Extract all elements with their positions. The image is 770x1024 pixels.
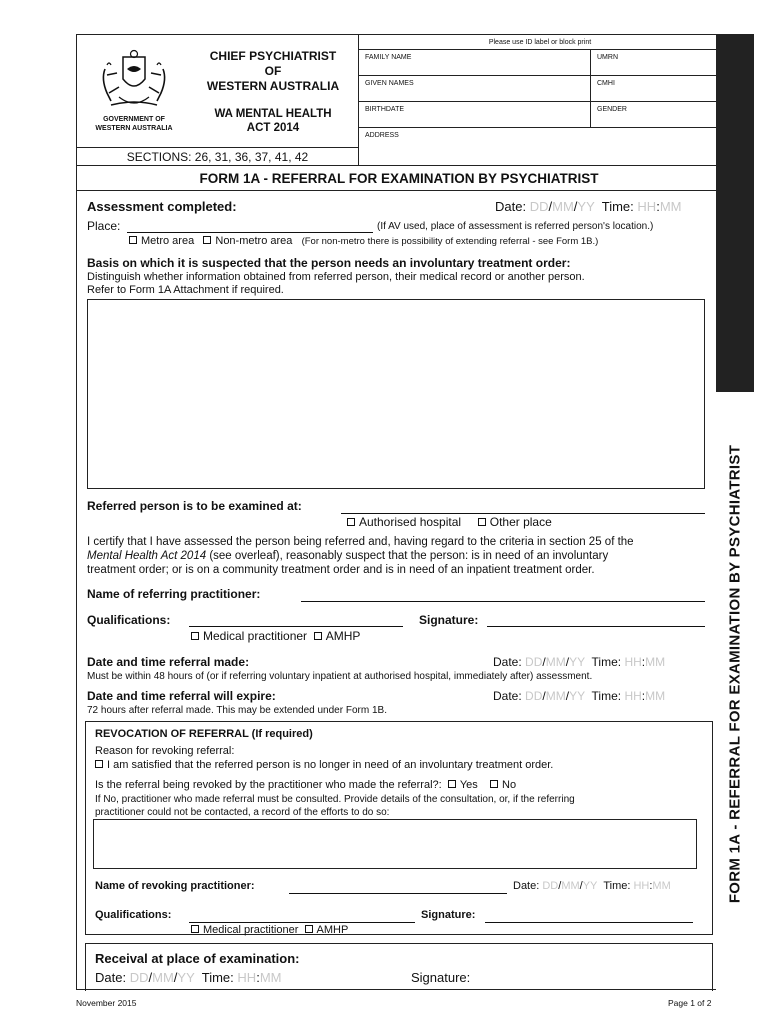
revoking-name-input[interactable] — [289, 893, 507, 894]
certify-line2 — [87, 549, 713, 563]
org-line3: WESTERN AUSTRALIA — [206, 79, 340, 93]
date-dd: DD — [529, 199, 549, 214]
date-mm: MM — [545, 689, 566, 703]
examined-heading: Referred person is to be examined at: — [87, 499, 302, 513]
form-title: FORM 1A - REFERRAL FOR EXAMINATION BY PSYCHIATRIST — [77, 165, 721, 191]
metro-option[interactable] — [129, 235, 194, 247]
revoking-qual-label: Qualifications: — [95, 909, 172, 921]
place-input-line[interactable] — [127, 232, 373, 233]
org-line2: OF — [264, 64, 282, 78]
revocation-reason-checkbox[interactable] — [95, 760, 103, 768]
time-hh: HH — [637, 199, 657, 214]
revoking-sig-label: Signature: — [421, 909, 476, 921]
revoking-medical-label: Medical practitioner — [203, 924, 299, 936]
date-mm: MM — [561, 880, 580, 892]
sections-label: SECTIONS: 26, 31, 36, 37, 41, 42 — [77, 147, 359, 165]
referral-expire-datetime[interactable]: Date: DD/MM/YY Time: HH:MM — [493, 689, 666, 703]
date-dd: DD — [525, 689, 543, 703]
time-mm: MM — [645, 655, 666, 669]
act-title — [197, 107, 349, 135]
revoking-amhp-option[interactable] — [305, 924, 349, 936]
revoking-amhp-label: AMHP — [316, 924, 349, 936]
place-label: Place: — [87, 219, 121, 233]
certify-line3: treatment order; or is on a community treatment order and is in need of an inpatient treatment order. — [87, 564, 595, 576]
time-mm: MM — [652, 880, 671, 892]
basis-heading: Basis on which it is suspected that the person needs an involuntary treatment order: — [87, 256, 571, 270]
org-line1: CHIEF PSYCHIATRIST — [209, 49, 337, 63]
practitioner-type-options — [191, 629, 360, 643]
referral-expire-heading: Date and time referral will expire: — [87, 689, 276, 703]
metro-label: Metro area — [141, 235, 195, 247]
revocation-question-text: Is the referral being revoked by the practitioner who made the referral?: — [95, 779, 442, 791]
other-place-checkbox[interactable] — [478, 518, 486, 526]
id-label-note: Please use ID label or block print — [488, 39, 592, 46]
birthdate-label: BIRTHDATE — [365, 106, 405, 113]
metro-checkbox[interactable] — [129, 236, 137, 244]
id-label-area — [359, 35, 721, 147]
time-label: Time: — [603, 880, 631, 892]
date-yy: YY — [177, 970, 195, 985]
revocation-heading: REVOCATION OF REFERRAL (If required) — [95, 728, 313, 740]
examined-input-line[interactable] — [341, 513, 705, 514]
date-label: Date: — [95, 970, 127, 985]
family-name-field[interactable] — [359, 49, 591, 75]
assessment-datetime[interactable]: Date: DD/MM/YY Time: HH:MM — [495, 199, 682, 214]
area-options — [129, 235, 598, 247]
gender-label: GENDER — [597, 106, 627, 113]
address-label: ADDRESS — [365, 132, 399, 139]
certify-paragraph — [87, 535, 713, 577]
other-place-label: Other place — [489, 515, 552, 529]
umrn-field[interactable] — [591, 49, 721, 75]
act-line1: WA MENTAL HEALTH — [214, 108, 332, 120]
time-hh: HH — [624, 689, 642, 703]
time-label: Time: — [601, 199, 634, 214]
yes-option[interactable] — [448, 779, 478, 791]
consultation-textarea[interactable] — [93, 819, 697, 869]
time-mm: MM — [659, 199, 682, 214]
header-left — [77, 35, 359, 147]
date-dd: DD — [542, 880, 559, 892]
revocation-question — [95, 779, 516, 791]
revocation-note2: practitioner could not be contacted, a record of the efforts to do so: — [95, 807, 390, 818]
family-name-label: FAMILY NAME — [365, 54, 412, 61]
nonmetro-checkbox[interactable] — [203, 236, 211, 244]
authorised-hospital-option[interactable] — [347, 515, 461, 529]
nonmetro-label: Non-metro area — [215, 235, 293, 247]
amhp-option[interactable] — [314, 629, 361, 643]
date-mm: MM — [152, 970, 174, 985]
time-hh: HH — [633, 880, 650, 892]
assessment-heading: Assessment completed: — [87, 199, 237, 214]
revocation-reason-label: Reason for revoking referral: — [95, 745, 235, 757]
no-checkbox[interactable] — [490, 780, 498, 788]
act-line2: ACT 2014 — [246, 122, 300, 134]
referral-made-heading: Date and time referral made: — [87, 655, 250, 669]
nonmetro-option[interactable] — [203, 235, 292, 247]
time-mm: MM — [645, 689, 666, 703]
nonmetro-note: (For non-metro there is possibility of extending referral - see Form 1B.) — [301, 236, 599, 247]
date-dd: DD — [129, 970, 149, 985]
signature-input[interactable] — [487, 626, 705, 627]
time-label: Time: — [591, 689, 622, 703]
no-option[interactable] — [490, 779, 516, 791]
org-title — [197, 49, 349, 94]
footer-page: Page 1 of 2 — [668, 998, 712, 1008]
act-name: Mental Health Act 2014 — [87, 550, 207, 562]
footer-date: November 2015 — [76, 998, 137, 1008]
receival-sig-label: Signature: — [411, 970, 471, 985]
date-mm: MM — [545, 655, 566, 669]
certify-line2-rest: (see overleaf), reasonably suspect that the person: is in need of an involuntary — [206, 550, 609, 562]
revocation-note1: If No, practitioner who made referral must be consulted. Provide details of the consultation, or, if the referring — [95, 794, 575, 805]
coat-of-arms-logo — [97, 49, 171, 113]
time-hh: HH — [237, 970, 257, 985]
revoking-medical-option[interactable] — [191, 924, 298, 936]
date-mm: MM — [552, 199, 574, 214]
qualifications-input[interactable] — [189, 626, 403, 627]
date-label: Date: — [495, 199, 527, 214]
qualifications-label: Qualifications: — [87, 613, 171, 627]
side-tab — [716, 34, 754, 990]
other-place-option[interactable] — [478, 515, 552, 529]
referring-name-label: Name of referring practitioner: — [87, 587, 261, 601]
basis-line1: Distinguish whether information obtained from referred person, their medical record or another person. — [87, 271, 585, 283]
time-label: Time: — [591, 655, 622, 669]
examined-options — [347, 515, 552, 529]
time-hh: HH — [624, 655, 642, 669]
revoking-medical-checkbox[interactable] — [191, 925, 199, 933]
referral-expire-note: 72 hours after referral made. This may be extended under Form 1B. — [87, 705, 387, 716]
basis-textarea[interactable] — [87, 299, 705, 489]
date-label: Date: — [513, 880, 540, 892]
side-title: FORM 1A - REFERRAL FOR EXAMINATION BY PSYCHIATRIST — [726, 444, 744, 904]
date-yy: YY — [569, 655, 585, 669]
receival-heading: Receival at place of examination: — [95, 951, 300, 966]
cmhi-label: CMHI — [597, 80, 615, 87]
medical-practitioner-option[interactable] — [191, 629, 307, 643]
time-label: Time: — [201, 970, 234, 985]
revocation-reason-option[interactable] — [95, 759, 553, 771]
authorised-hospital-label: Authorised hospital — [359, 515, 462, 529]
cmhi-field[interactable] — [591, 75, 721, 101]
given-names-field[interactable] — [359, 75, 591, 101]
gov-line1: GOVERNMENT OF — [103, 116, 165, 123]
form-page — [76, 34, 722, 990]
referral-made-datetime[interactable]: Date: DD/MM/YY Time: HH:MM — [493, 655, 666, 669]
date-label: Date: — [493, 689, 522, 703]
revoking-name-label: Name of revoking practitioner: — [95, 880, 255, 892]
birthdate-field[interactable] — [359, 101, 591, 127]
receival-datetime[interactable]: Date: DD/MM/YY Time: HH:MM — [95, 970, 282, 985]
place-note: (If AV used, place of assessment is referred person's location.) — [377, 221, 654, 232]
basis-line2: Refer to Form 1A Attachment if required. — [87, 284, 284, 296]
gov-line2: WESTERN AUSTRALIA — [95, 125, 173, 132]
signature-label: Signature: — [419, 613, 479, 627]
medical-practitioner-checkbox[interactable] — [191, 632, 199, 640]
medical-practitioner-label: Medical practitioner — [203, 629, 308, 643]
revoking-type-options — [191, 924, 348, 936]
revocation-reason-text: I am satisfied that the referred person is no longer in need of an involuntary treatment order. — [107, 759, 554, 771]
no-label: No — [502, 779, 517, 791]
revoking-qual-input[interactable] — [189, 922, 415, 923]
time-mm: MM — [259, 970, 282, 985]
yes-checkbox[interactable] — [448, 780, 456, 788]
umrn-label: UMRN — [597, 54, 618, 61]
given-names-label: GIVEN NAMES — [365, 80, 414, 87]
referring-name-input[interactable] — [301, 601, 705, 602]
revoking-amhp-checkbox[interactable] — [305, 925, 313, 933]
date-yy: YY — [582, 880, 598, 892]
government-label — [83, 115, 185, 133]
referral-made-note: Must be within 48 hours of (or if referring voluntary inpatient at authorised hospital, immediately after) assessment. — [87, 671, 593, 682]
revoking-sig-input[interactable] — [485, 922, 693, 923]
revoking-datetime[interactable]: Date: DD/MM/YY Time: HH:MM — [513, 880, 671, 892]
date-yy: YY — [569, 689, 585, 703]
amhp-label: AMHP — [325, 629, 361, 643]
amhp-checkbox[interactable] — [314, 632, 322, 640]
date-label: Date: — [493, 655, 522, 669]
date-dd: DD — [525, 655, 543, 669]
date-yy: YY — [577, 199, 595, 214]
gender-field[interactable] — [591, 101, 721, 127]
certify-line1: I certify that I have assessed the person being referred and, having regard to the criteria in section 25 of the — [87, 536, 634, 548]
yes-label: Yes — [459, 779, 478, 791]
address-field[interactable] — [359, 127, 721, 147]
side-tab-black-bar — [716, 34, 754, 392]
authorised-hospital-checkbox[interactable] — [347, 518, 355, 526]
